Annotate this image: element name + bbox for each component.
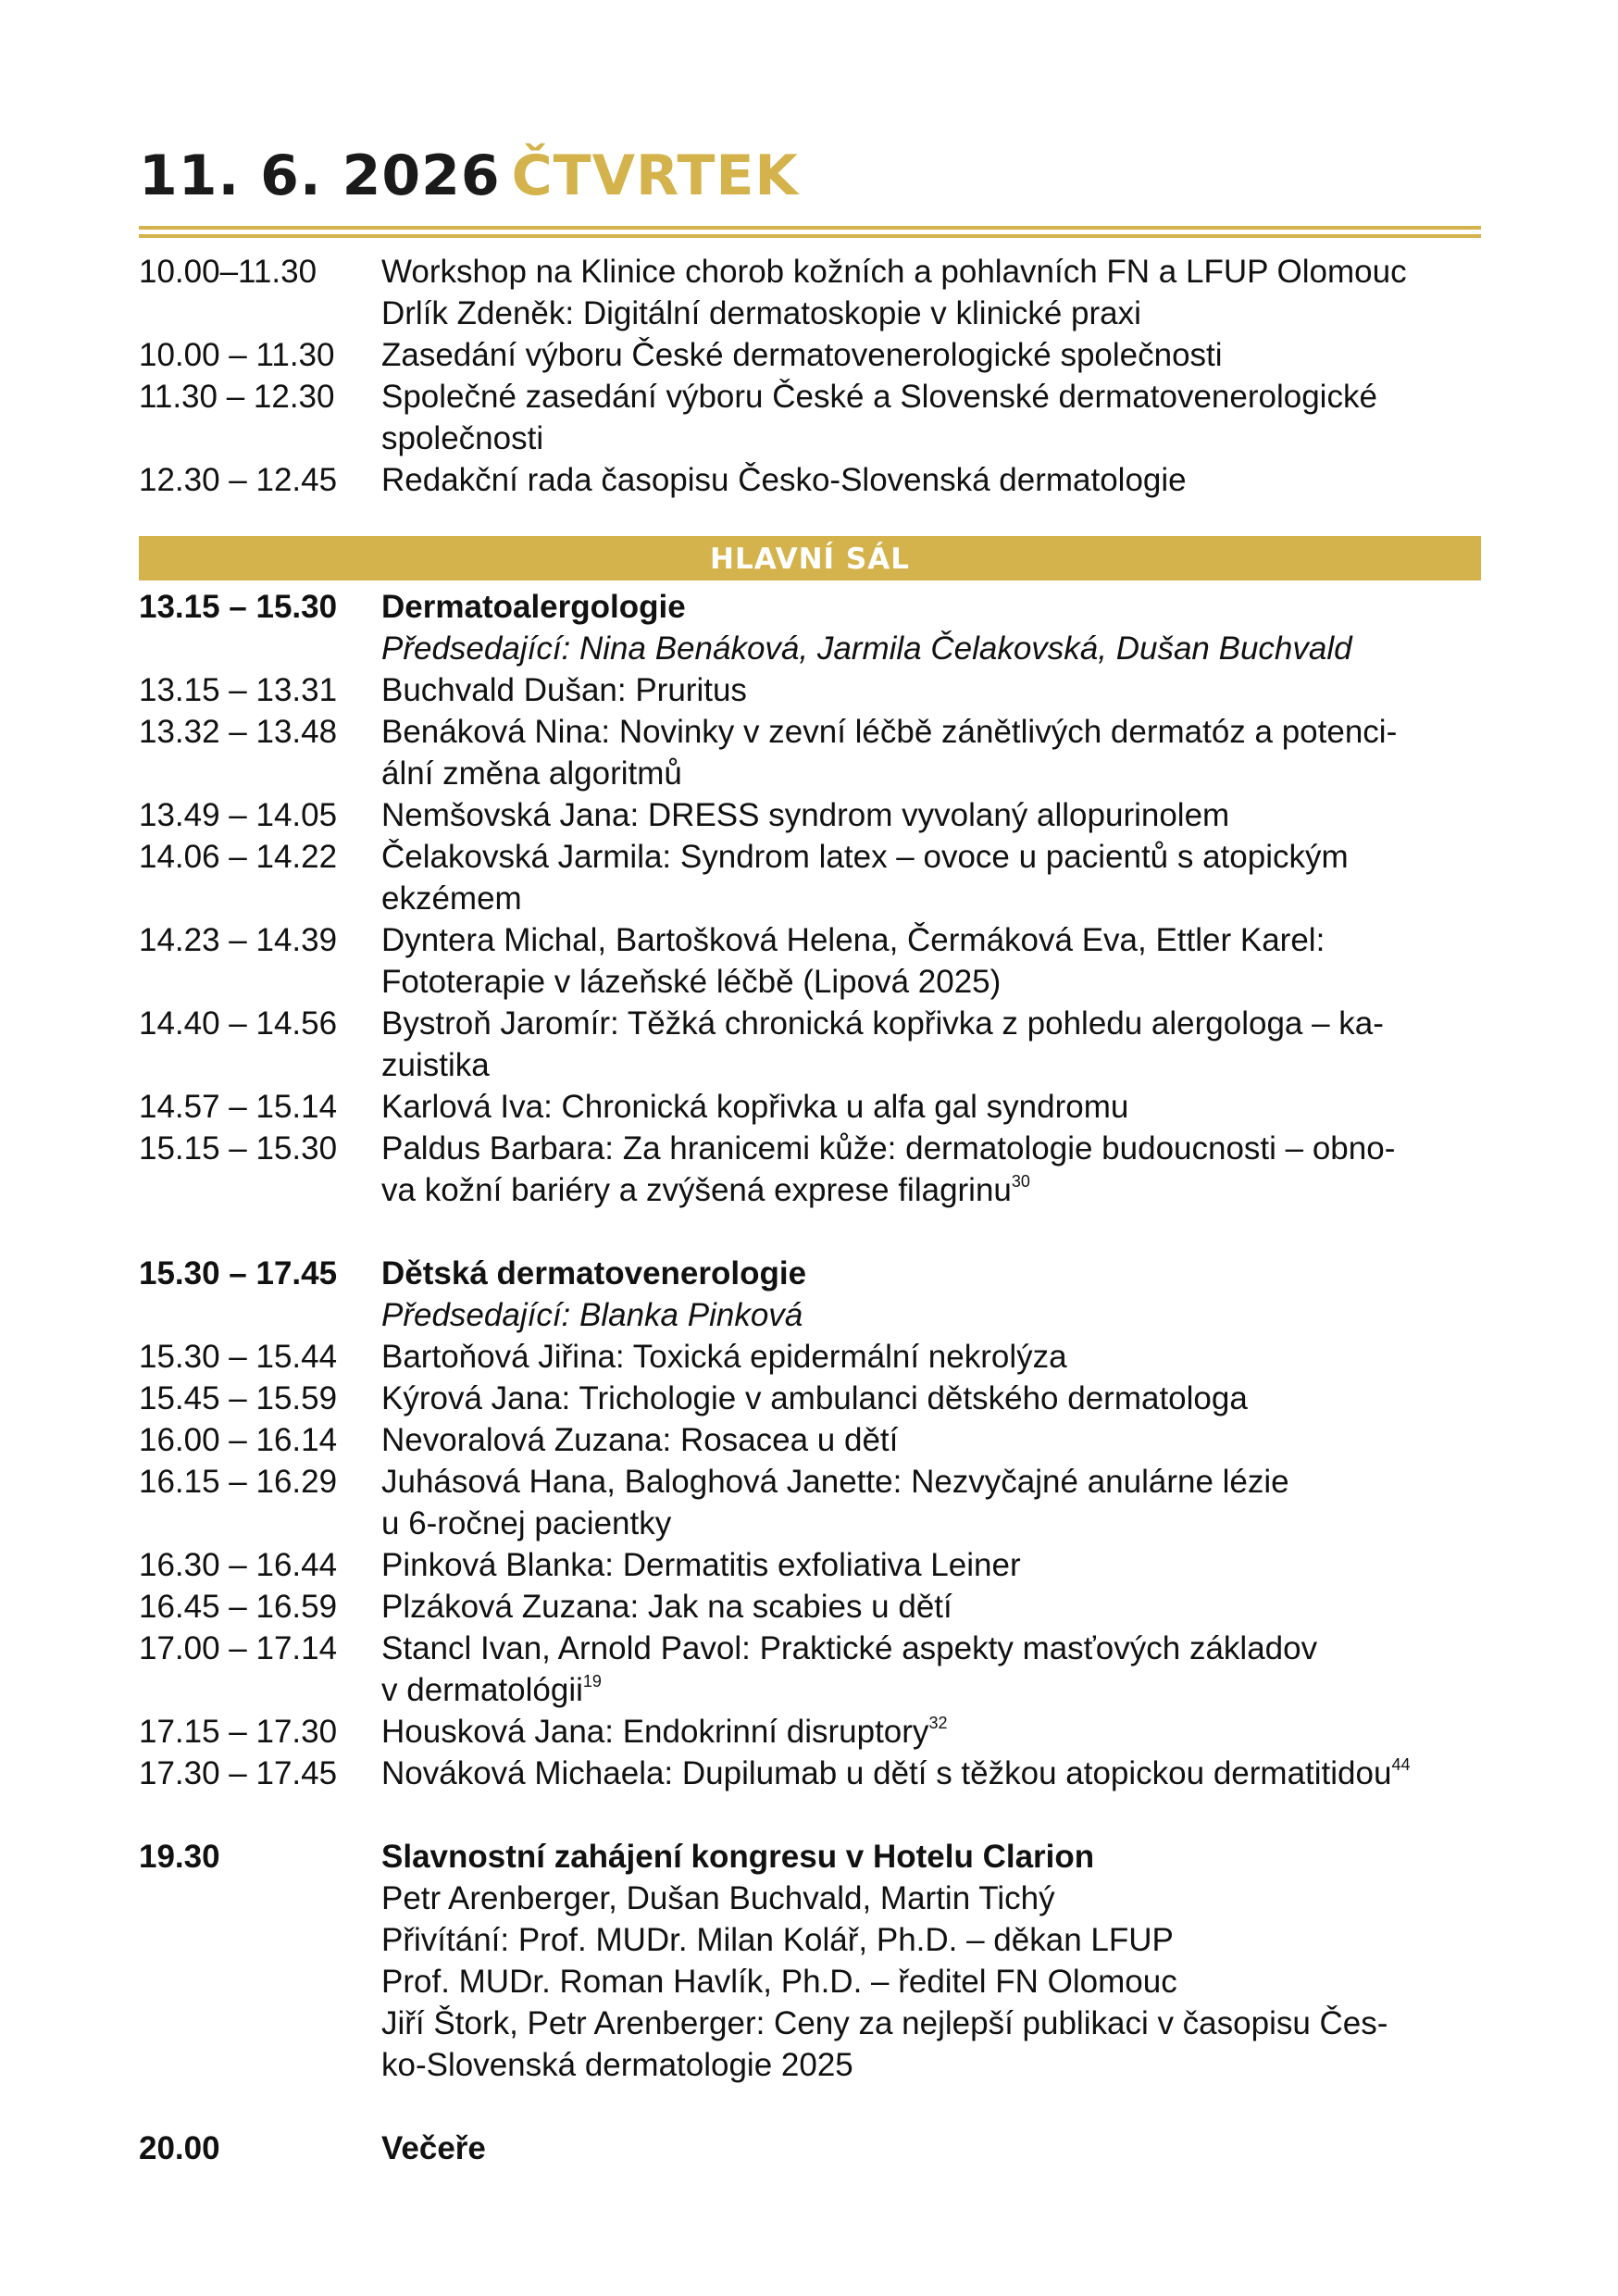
row-time: 10.00 – 11.30	[139, 337, 335, 373]
talk-time: 13.32 – 13.48	[139, 714, 338, 750]
session-time: 20.00	[139, 2130, 220, 2166]
talk-title: Bartoňová Jiřina: Toxická epidermální nekrolýza	[381, 1339, 1067, 1375]
talk-title: Nemšovská Jana: DRESS syndrom vyvolaný allopurinolem	[381, 797, 1230, 833]
schedule-row	[139, 376, 1481, 459]
session-chairs-row	[139, 628, 1481, 669]
session-time: 13.15 – 15.30	[139, 589, 338, 625]
line-text: Petr Arenberger, Dušan Buchvald, Martin Tichý	[381, 1880, 1055, 1916]
talk-text	[381, 669, 1481, 711]
session-header	[139, 1253, 1481, 1294]
line-text: Prof. MUDr. Roman Havlík, Ph.D. – ředitel FN Olomouc	[381, 1964, 1177, 2000]
talk-time: 16.00 – 16.14	[139, 1422, 338, 1458]
dinner	[139, 2128, 1481, 2169]
talk-time: 15.45 – 15.59	[139, 1380, 338, 1416]
title-date: 11. 6. 2026	[139, 144, 501, 208]
reference-number: 44	[1391, 1755, 1411, 1774]
row-time: 11.30 – 12.30	[139, 379, 335, 415]
talk-time: 15.15 – 15.30	[139, 1130, 338, 1167]
talk-row	[139, 919, 1481, 1003]
opening-line	[139, 2003, 1481, 2086]
opening-line	[139, 1961, 1481, 2003]
talk-title: Nováková Michaela: Dupilumab u dětí s těžkou atopickou dermatitidou	[381, 1755, 1392, 1791]
opening-line	[139, 1878, 1481, 1919]
row-text: Redakční rada časopisu Česko-Slovenská dermatologie	[381, 462, 1187, 498]
program-page	[139, 139, 1481, 2169]
talk-title: Housková Jana: Endokrinní disruptory	[381, 1714, 929, 1750]
talk-text	[381, 794, 1481, 836]
talk-row	[139, 1544, 1481, 1586]
row-time: 12.30 – 12.45	[139, 462, 338, 498]
talk-row	[139, 1336, 1481, 1378]
talk-time: 16.30 – 16.44	[139, 1547, 338, 1583]
talk-row	[139, 1128, 1481, 1211]
talk-time: 14.57 – 15.14	[139, 1089, 338, 1125]
reference-number: 30	[1011, 1172, 1030, 1191]
talk-row	[139, 1461, 1481, 1544]
session-chairs: Předsedající: Nina Benáková, Jarmila Čelakovská, Dušan Buchvald	[381, 630, 1352, 667]
talk-time: 16.15 – 16.29	[139, 1464, 338, 1500]
talk-text	[381, 1711, 1481, 1753]
session-header	[139, 586, 1481, 628]
talk-time: 15.30 – 15.44	[139, 1339, 338, 1375]
talk-time: 14.23 – 14.39	[139, 922, 338, 958]
talk-text	[381, 836, 1481, 919]
row-time: 10.00–11.30	[139, 254, 317, 290]
talk-text	[381, 1586, 1481, 1628]
talk-row	[139, 1753, 1481, 1794]
talk-text	[381, 1336, 1481, 1378]
talk-title: Kýrová Jana: Trichologie v ambulanci dětského dermatologa	[381, 1380, 1248, 1416]
talk-text	[381, 1544, 1481, 1586]
schedule-row	[139, 334, 1481, 376]
talk-list	[139, 669, 1481, 1211]
session-time: 15.30 – 17.45	[139, 1255, 338, 1292]
session-title: Večeře	[381, 2130, 486, 2166]
schedule-row	[139, 251, 1481, 334]
talk-row	[139, 794, 1481, 836]
talk-row	[139, 669, 1481, 711]
talk-row	[139, 1586, 1481, 1628]
talk-time: 16.45 – 16.59	[139, 1589, 338, 1625]
session-header	[139, 2128, 1481, 2169]
talk-time: 14.06 – 14.22	[139, 839, 338, 875]
talk-row	[139, 836, 1481, 919]
title-double-rule	[139, 226, 1481, 238]
talk-text	[381, 1128, 1481, 1211]
talk-time: 14.40 – 14.56	[139, 1005, 338, 1042]
schedule-row	[139, 459, 1481, 501]
talk-row	[139, 1086, 1481, 1128]
talk-row	[139, 1711, 1481, 1753]
talk-time: 13.15 – 13.31	[139, 672, 338, 708]
talk-title: Pinková Blanka: Dermatitis exfoliativa Leiner	[381, 1547, 1021, 1583]
talk-list	[139, 1336, 1481, 1794]
hall-banner: HLAVNÍ SÁL	[139, 536, 1481, 580]
talk-text	[381, 919, 1481, 1003]
talk-text	[381, 1628, 1481, 1711]
talk-title: Paldus Barbara: Za hranicemi kůže: dermatologie budoucnosti – obno- va kožní bariéry a zvýšená exprese filagrinu	[381, 1130, 1396, 1208]
line-text: Jiří Štork, Petr Arenberger: Ceny za nejlepší publikaci v časopisu Čes- ko-Slovenská dermatologie 2025	[381, 2005, 1388, 2083]
opening-line	[139, 1919, 1481, 1961]
line-text: Přivítání: Prof. MUDr. Milan Kolář, Ph.D. – děkan LFUP	[381, 1922, 1174, 1958]
talk-title: Buchvald Dušan: Pruritus	[381, 672, 747, 708]
talk-title: Stancl Ivan, Arnold Pavol: Praktické aspekty masťových základov v dermatológii	[381, 1630, 1318, 1708]
talk-text	[381, 1753, 1481, 1794]
talk-row	[139, 1419, 1481, 1461]
talk-time: 17.00 – 17.14	[139, 1630, 338, 1666]
talk-time: 13.49 – 14.05	[139, 797, 338, 833]
reference-number: 19	[582, 1672, 602, 1691]
talk-title: Čelakovská Jarmila: Syndrom latex – ovoce u pacientů s atopickým ekzémem	[381, 839, 1349, 917]
talk-title: Karlová Iva: Chronická kopřivka u alfa gal syndromu	[381, 1089, 1129, 1125]
session-title: Dětská dermatovenerologie	[381, 1255, 807, 1292]
talk-text	[381, 1378, 1481, 1419]
session-dermatoalergologie	[139, 586, 1481, 1211]
talk-title: Juhásová Hana, Baloghová Janette: Nezvyčajné anulárne lézie u 6-ročnej pacientky	[381, 1464, 1289, 1541]
talk-row	[139, 1628, 1481, 1711]
talk-text	[381, 1086, 1481, 1128]
row-text: Společné zasedání výboru České a Slovenské dermatovenerologické společnosti	[381, 379, 1377, 456]
session-time: 19.30	[139, 1839, 220, 1875]
talk-row	[139, 1378, 1481, 1419]
talk-title: Dyntera Michal, Bartošková Helena, Čermáková Eva, Ettler Karel: Fototerapie v lázeňské léčbě (Lipová 2025)	[381, 922, 1326, 1000]
talk-row	[139, 1003, 1481, 1086]
session-chairs: Předsedající: Blanka Pinková	[381, 1297, 803, 1333]
session-title: Slavnostní zahájení kongresu v Hotelu Clarion	[381, 1839, 1095, 1875]
talk-title: Benáková Nina: Novinky v zevní léčbě zánětlivých dermatóz a potenci- ální změna algoritmů	[381, 714, 1398, 792]
talk-text	[381, 711, 1481, 794]
talk-title: Nevoralová Zuzana: Rosacea u dětí	[381, 1422, 899, 1458]
session-header	[139, 1836, 1481, 1878]
talk-row	[139, 711, 1481, 794]
morning-schedule	[139, 251, 1481, 501]
row-text: Workshop na Klinice chorob kožních a pohlavních FN a LFUP Olomouc Drlík Zdeněk: Digitální dermatoskopie v klinické praxi	[381, 254, 1407, 331]
session-detska-dermatovenerologie	[139, 1253, 1481, 1794]
talk-time: 17.15 – 17.30	[139, 1714, 338, 1750]
page-title	[139, 139, 1481, 213]
talk-title: Plzáková Zuzana: Jak na scabies u dětí	[381, 1589, 952, 1625]
reference-number: 32	[928, 1714, 948, 1732]
talk-text	[381, 1419, 1481, 1461]
talk-time: 17.30 – 17.45	[139, 1755, 338, 1791]
talk-text	[381, 1003, 1481, 1086]
opening-ceremony	[139, 1836, 1481, 2086]
talk-title: Bystroň Jaromír: Těžká chronická kopřivka z pohledu alergologa – ka- zuistika	[381, 1005, 1384, 1083]
talk-text	[381, 1461, 1481, 1544]
session-title: Dermatoalergologie	[381, 589, 686, 625]
row-text: Zasedání výboru České dermatovenerologické společnosti	[381, 337, 1223, 373]
title-day: ČTVRTEK	[511, 144, 799, 208]
session-chairs-row	[139, 1294, 1481, 1336]
